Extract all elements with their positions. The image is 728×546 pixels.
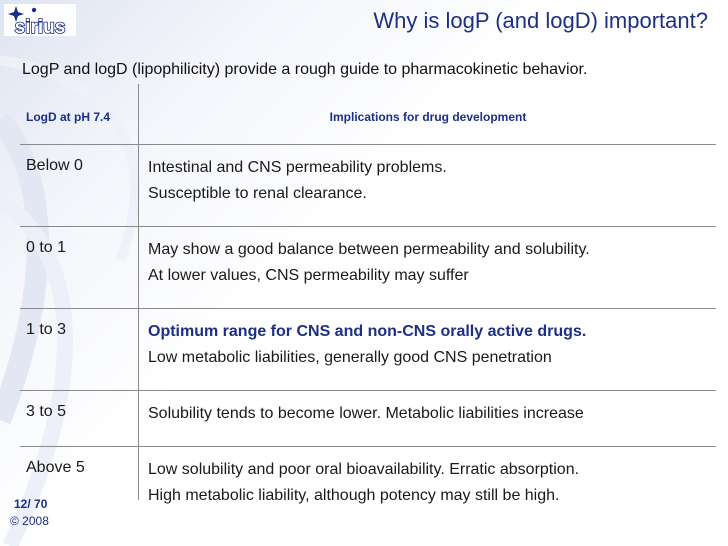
table-row [20, 145, 716, 227]
page-title: Why is logP (and logD) important? [373, 8, 708, 33]
copyright-notice: © 2008 [10, 514, 49, 528]
header-logd: LogD at pH 7.4 [26, 110, 111, 124]
implication-line-emphasis: Optimum range for CNS and non-CNS orally active drugs. [148, 323, 587, 340]
page-number: 12/ 70 [14, 497, 48, 511]
row-range: Below 0 [26, 157, 83, 174]
implication-line: Low solubility and poor oral bioavailability. Erratic absorption. [148, 461, 580, 478]
row-range: 0 to 1 [26, 239, 67, 256]
implication-line: Low metabolic liabilities, generally good CNS penetration [148, 349, 552, 366]
implication-line: Solubility tends to become lower. Metabolic liabilities increase [148, 405, 584, 422]
table-row [20, 309, 716, 391]
table-row [20, 227, 716, 309]
implication-line: At lower values, CNS permeability may suffer [148, 267, 469, 284]
table-row [20, 391, 716, 447]
row-implications [148, 401, 584, 427]
implication-line: Intestinal and CNS permeability problems. [148, 159, 447, 176]
logd-table [20, 96, 716, 507]
intro-text: LogP and logD (lipophilicity) provide a rough guide to pharmacokinetic behavior. [22, 61, 588, 78]
logo-text: sirius [14, 17, 66, 36]
sirius-logo [4, 4, 76, 36]
row-range: 3 to 5 [26, 403, 67, 420]
implication-line: May show a good balance between permeability and solubility. [148, 241, 590, 258]
table-row [20, 447, 716, 507]
row-range: 1 to 3 [26, 321, 67, 338]
row-range: Above 5 [26, 459, 85, 476]
header-implications: Implications for drug development [329, 110, 527, 124]
logo-graphic [4, 4, 76, 36]
row-implications [148, 457, 579, 509]
row-implications [148, 237, 590, 289]
table-header [20, 96, 716, 145]
implication-line: High metabolic liability, although potency may still be high. [148, 487, 560, 504]
row-implications [148, 155, 447, 207]
implication-line: Susceptible to renal clearance. [148, 185, 367, 202]
row-implications [148, 319, 586, 371]
